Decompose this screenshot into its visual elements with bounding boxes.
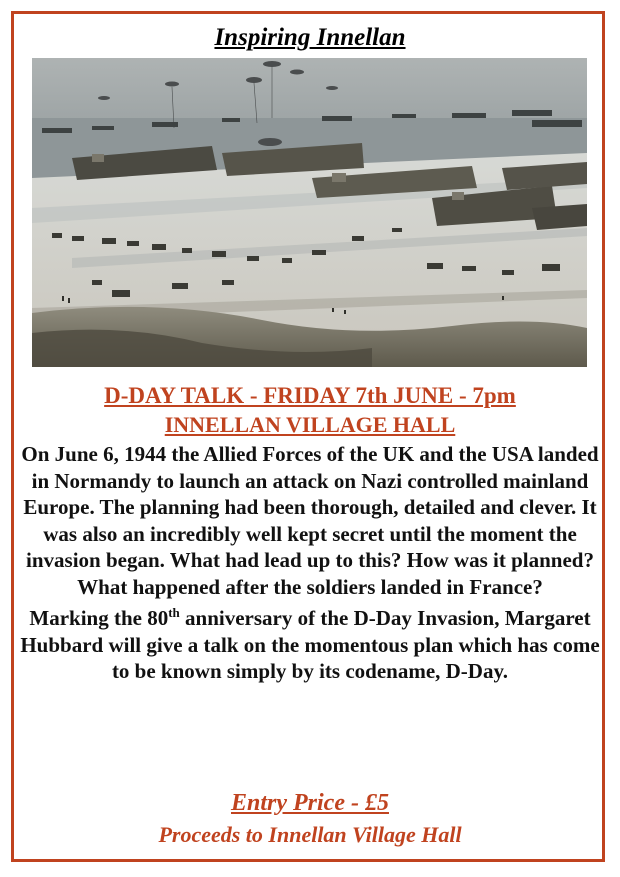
event-title: D-DAY TALK - FRIDAY 7th JUNE - 7pm xyxy=(104,383,516,408)
proceeds-note: Proceeds to Innellan Village Hall xyxy=(158,822,462,847)
description-paragraph-2 xyxy=(18,600,602,685)
d-day-beach-photo xyxy=(32,58,587,367)
event-venue: INNELLAN VILLAGE HALL xyxy=(164,412,456,437)
ordinal-suffix: th xyxy=(168,605,180,620)
entry-price: Entry Price - £5 xyxy=(231,790,389,816)
paragraph-2-end: anniversary of the D-Day Invasion, Margaret Hubbard will give a talk on the momentous plan which has come to be known simply by its codename, D-Day. xyxy=(20,606,600,683)
poster-header-title: Inspiring Innellan xyxy=(214,24,406,51)
description-paragraph-1: On June 6, 1944 the Allied Forces of the UK and the USA landed in Normandy to launch an attack on Nazi controlled mainland Europe. The planning had been thorough, detailed and clever. It was also an incredibly well kept secret until the moment the invasion began. What had lead up to this? How was it planned? What happened after the soldiers landed in France? xyxy=(21,442,599,599)
event-description xyxy=(18,441,602,685)
paragraph-2-start: Marking the 80 xyxy=(29,606,169,630)
